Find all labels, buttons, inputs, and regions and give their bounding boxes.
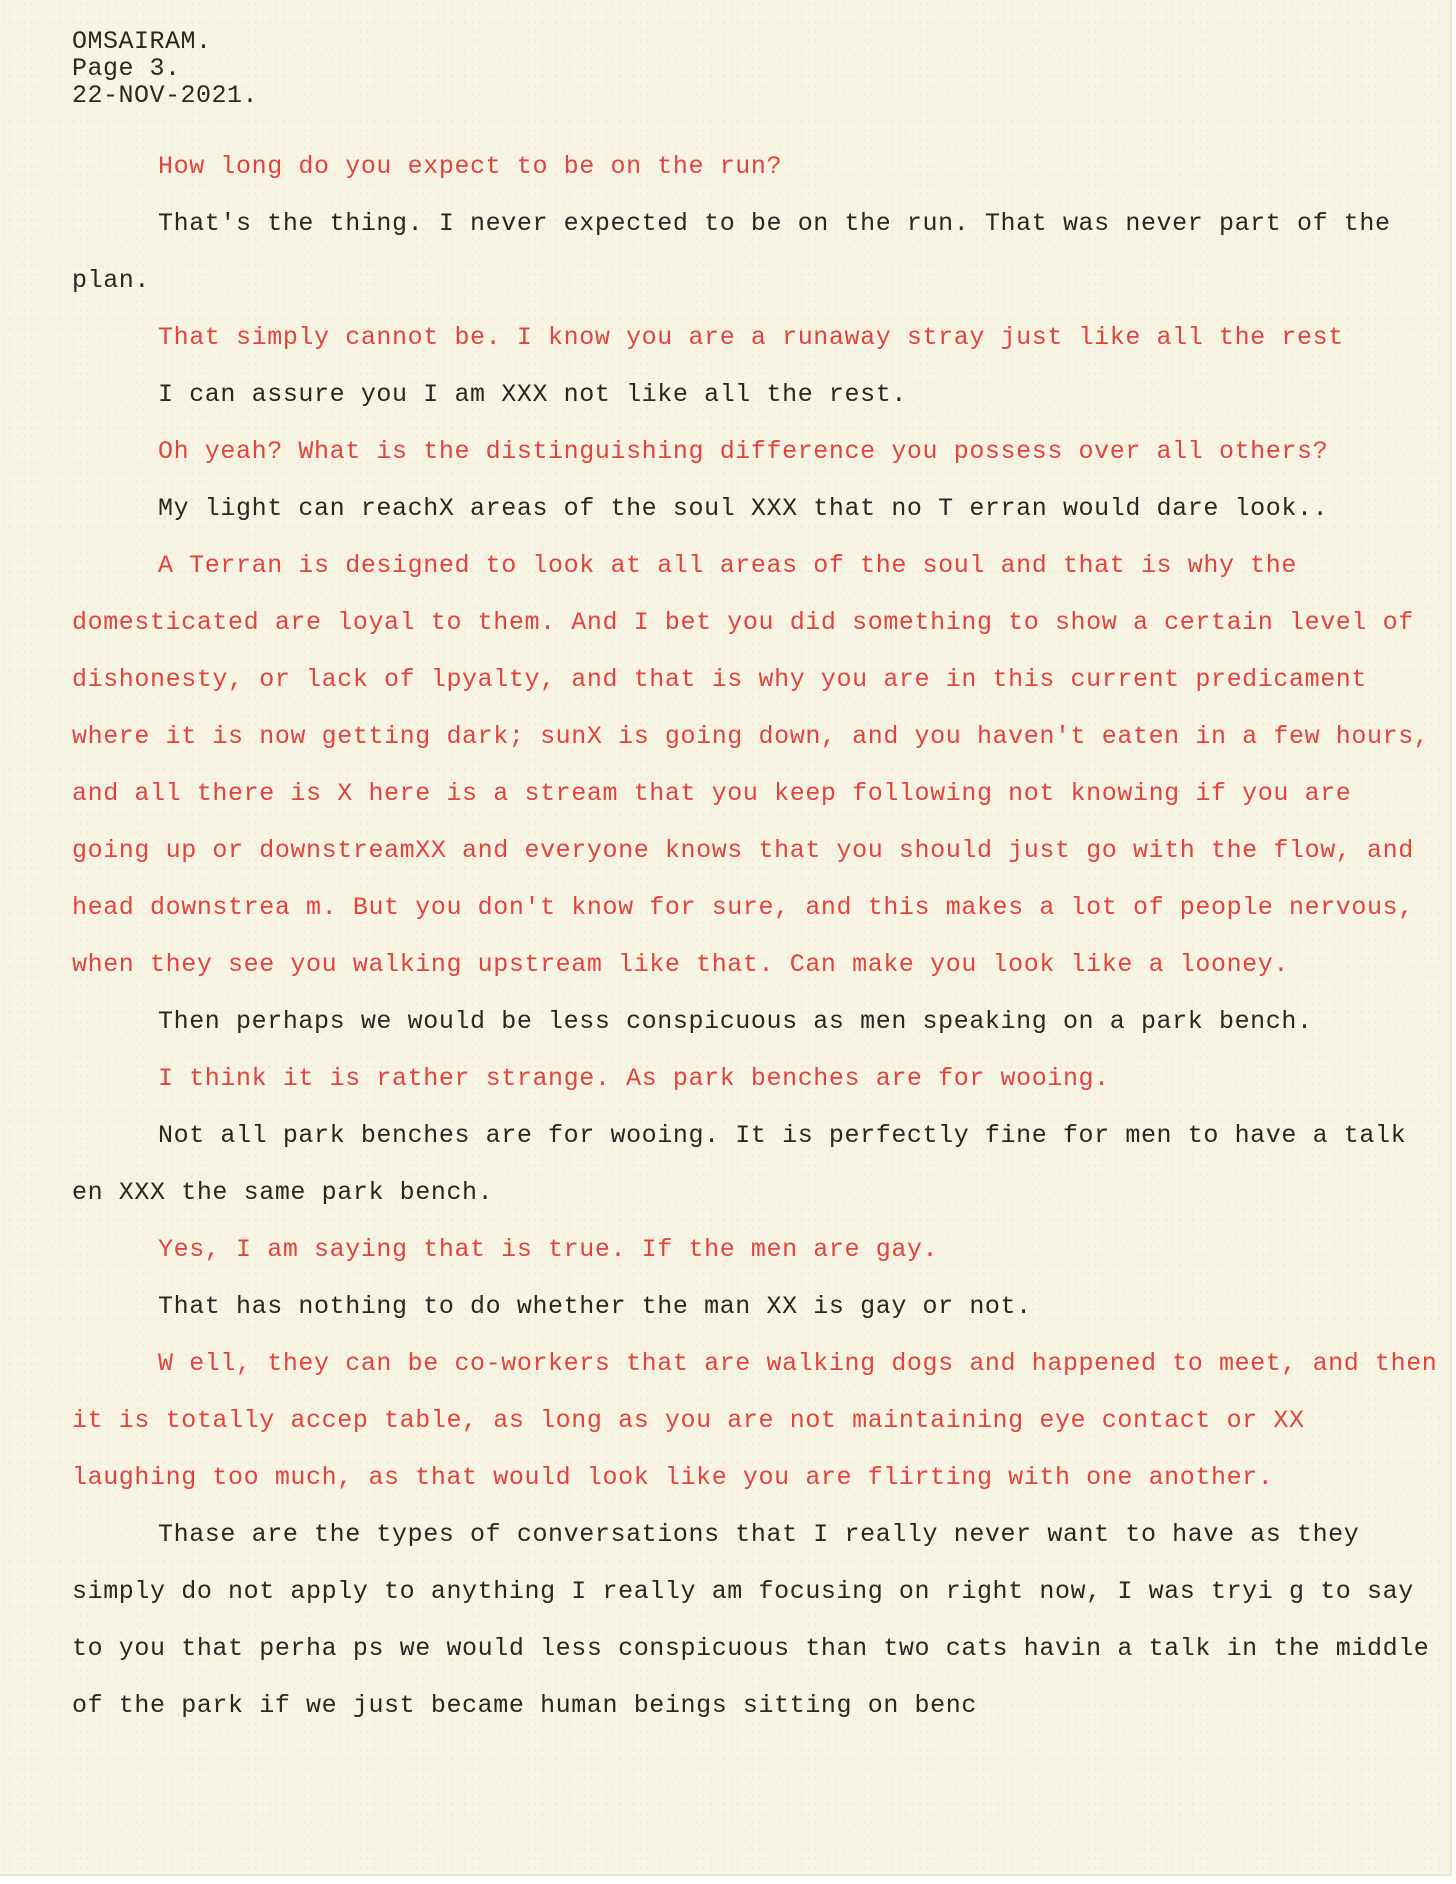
paragraph: Yes, I am saying that is true. If the men are gay.	[158, 1235, 939, 1264]
paragraph: My light can reachX areas of the soul XXX that no T erran would dare look..	[158, 494, 1329, 523]
paragraph: How long do you expect to be on the run?	[158, 152, 783, 181]
paragraph: A Terran is designed to look at all areas of the soul and that is why the domesticated are loyal to them. And I bet you did something to show a certain level of dishonesty, or lack of lpyalty, and that is why you are in this current predicament where it is now getting dark; sunX is going down, and you haven't eaten in a few hours, and all there is X here is a stream that you keep following not knowing if you are going up or downstreamXX and everyone knows that you should just go with the flow, and head downstrea m. But you don't know for sure, and this makes a lot of people nervous, when they see you walking upstream like that. Can make you look like a looney.	[72, 551, 1430, 979]
paragraph: W ell, they can be co-workers that are walking dogs and happened to meet, and then it is totally accep table, as long as you are not maintaining eye contact or XX laughing too much, as that would look like you are flirting with one another.	[72, 1349, 1438, 1492]
paragraph: Then perhaps we would be less conspicuous as men speaking on a park bench.	[158, 1007, 1313, 1036]
paragraph: Thase are the types of conversations that I really never want to have as they simply do not apply to anything I really am focusing on right now, I was tryi g to say to you that perha ps we would less conspicuous than two cats havin a talk in the middle of the park if we just became human beings sitting on benc	[72, 1520, 1430, 1720]
paragraph: That has nothing to do whether the man XX is gay or not.	[158, 1292, 1032, 1321]
header-page-number: Page 3.	[72, 54, 181, 83]
paragraph: Not all park benches are for wooing. It is perfectly fine for men to have a talk en XXX the same park bench.	[72, 1121, 1407, 1207]
paragraph: Oh yeah? What is the distinguishing difference you possess over all others?	[158, 437, 1329, 466]
paragraph: I can assure you I am XXX not like all the rest.	[158, 380, 907, 409]
paragraph: That's the thing. I never expected to be on the run. That was never part of the plan.	[72, 209, 1391, 295]
header-date: 22-NOV-2021.	[72, 81, 259, 110]
paragraph: That simply cannot be. I know you are a runaway stray just like all the rest	[158, 323, 1344, 352]
dialogue-body	[72, 138, 1442, 1734]
page-header	[72, 28, 258, 109]
paragraph: I think it is rather strange. As park benches are for wooing.	[158, 1064, 1110, 1093]
header-title: OMSAIRAM.	[72, 27, 212, 56]
